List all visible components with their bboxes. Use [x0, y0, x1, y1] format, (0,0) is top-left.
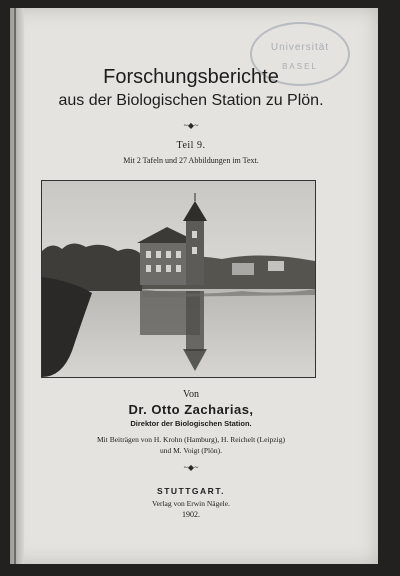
title-line-2: aus der Biologischen Station zu Plön. [58, 92, 324, 109]
contributors-line-1: Mit Beiträgen von H. Krohn (Hamburg), H. Reichelt (Leipzig) [97, 435, 285, 444]
part-number: Teil 9. [176, 140, 206, 151]
stamp-text-1: Universität [270, 42, 330, 53]
station-photograph [41, 180, 316, 378]
by-label: Von [183, 389, 199, 400]
ornament-bottom: ~◆~ [183, 463, 199, 472]
subtitle: Mit 2 Tafeln und 27 Abbildungen im Text. [123, 156, 259, 165]
contributors-line-2: und M. Voigt (Plön). [159, 446, 223, 455]
publisher-city: STUTTGART. [157, 486, 225, 496]
author-role: Direktor der Biologischen Station. [130, 419, 252, 428]
publisher-name: Verlag von Erwin Nägele. [152, 499, 230, 508]
stamp-text-2: BASEL [282, 62, 318, 71]
station-photo-image [42, 181, 315, 377]
title-line-1: Forschungsberichte [103, 66, 279, 88]
author-name: Dr. Otto Zacharias, [128, 402, 254, 417]
publication-year: 1902. [182, 510, 200, 519]
ornament-top: ~◆~ [183, 121, 199, 130]
